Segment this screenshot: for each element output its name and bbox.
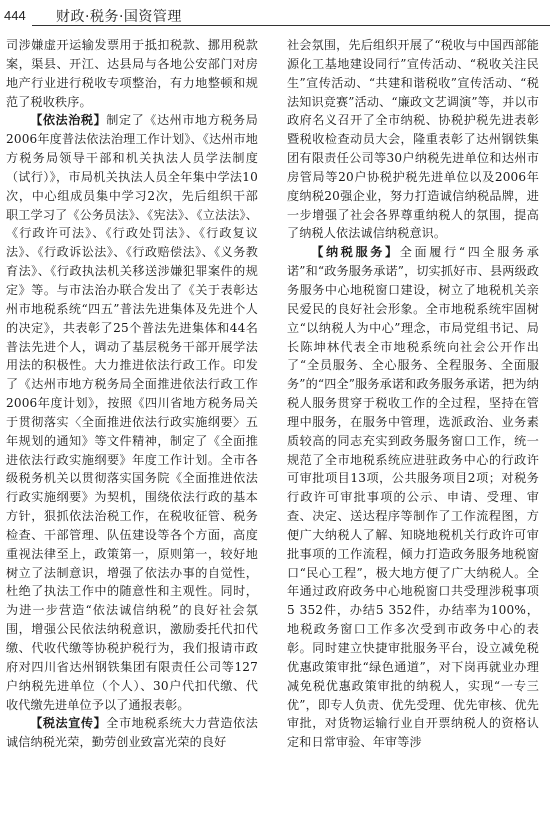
page-number: 444 bbox=[4, 8, 26, 23]
paragraph-continued: 司涉嫌虚开运输发票用于抵扣税款、挪用税款案，渠县、开江、达县局与各地公安部门对房地产行业进行税收专项整治，有力地整顿和规范了税收秩序。 bbox=[6, 38, 258, 109]
left-column bbox=[6, 36, 258, 832]
right-column bbox=[287, 36, 539, 832]
paragraph-body: 全面履行“四全服务承诺”和“政务服务承诺”，切实抓好市、县两级政务服务中心地税窗口建设，树立了地税机关亲民爱民的良好社会形象。全市地税系统牢固树立“以纳税人为中心”理念，市局党组书记、局长陈坤林代表全市地税系统向社会公开作出了“全员服务、全心服务、全程服务、全面服务”的“四全”服务承诺和政务服务承诺，把为纳税人服务贯穿于税收工作的全过程，坚持在管理中服务，在服务中管理，选派政治、业务素质较高的同志充实到政务服务窗口工作，统一规范了全市地税系统应进驻政务中心的行政许可审批项目13项，公共服务项目2项；对税务行政许可审批事项的公示、申请、受理、审查、决定、送达程序等制作了工作流程图，方便广大纳税人了解、知晓地税机关行政许可审批事项的工作流程，倾力打造政务服务地税窗口“民心工程”，极大地方便了广大纳税人。全年通过政府政务中心地税窗口共受理涉税事项5 352件，办结5 352件，办结率为100%，地税政务窗口工作多次受到市政务中心的表彰。同时建立快捷审批服务平台，设立减免税优惠政策审批“绿色通道”，对下岗再就业办理减免税优惠政策审批的纳税人，实现“一专三优”，即专人负责、优先受理、优先审核、优先审批，对货物运输行业自开票纳税人的资格认定和日常审验、年审等涉 bbox=[287, 245, 539, 750]
paragraph-body: 制定了《达州市地方税务局2006年度普法依法治理工作计划》、《达州市地方税务局领导干部和机关执法人员学法制度（试行）》，市局机关执法人员全年集中学法10次，中心组成员集中学习2次，先后组织干部职工学习了《公务员法》、《宪法》、《立法法》、《行政许可法》、《行政处罚法》、《行政复议法》、《行政诉讼法》、《行政赔偿法》、《义务教育法》、《行政执法机关移送涉嫌犯罪案件的规定》等。与市法治办联合发出了《关于表彰达州市地税系统“四五”普法先进集体及先进个人的决定》，共表彰了25个普法先进集体和44名普法先进个人，调动了基层税务干部开展学法用法的积极性。大力推进依法行政工作。印发了《达州市地方税务局全面推进依法行政工作2006年度计划》，按照《四川省地方税务局关于贯彻落实〈全面推进依法行政实施纲要〉五年规划的通知》等文件精神，制定了《全面推进依法行政实施纲要》年度工作计划。全市各级税务机关以贯彻落实国务院《全面推进依法行政实施纲要》为契机，围绕依法行政的基本方针，狠抓依法治税工作，在税收征管、税务检查、干部管理、队伍建设等各个方面，高度重视法律至上，政策第一，原则第一，较好地树立了法制意识，增强了依法办事的自觉性，杜绝了执法工作中的随意性和主观性。同时，为进一步营造“依法诚信纳税”的良好社会氛围，增强公民依法纳税意识，激励委托代扣代缴、代收代缴等协税护税行为，我们报请市政府对四川省达州钢铁集团有限责任公司等127户纳税先进单位（个人）、30户代扣代缴、代收代缴先进单位予以了通报表彰。 bbox=[6, 113, 258, 712]
paragraph-body: 全市地税系统大力营造依法诚信纳税光荣，勤劳创业致富光荣的良好 bbox=[6, 716, 258, 750]
paragraph-continued: 社会氛围，先后组织开展了“税收与中国西部能源化工基地建设同行”宣传活动、“税收关注民生”宣传活动、“共建和谐税收”宣传活动、“税法知识竞赛”活动、“廉政文艺调演”等，并以市政府名义召开了全市纳税、协税护税先进表彰暨税收检查动员大会，隆重表彰了达州钢铁集团有限责任公司等30户纳税先进单位和达州市房管局等20户协税护税先进单位以及2006年度纳税20强企业，努力打造诚信纳税品牌，进一步增强了社会各界尊重纳税人的氛围，提高了纳税人依法诚信纳税意识。 bbox=[287, 38, 539, 241]
section-heading-tax-law-publicity: 【税法宣传】 bbox=[30, 716, 107, 731]
section-title: 财政·税务·国资管理 bbox=[56, 9, 182, 25]
running-header bbox=[0, 0, 550, 30]
paragraph-taxpayer-service bbox=[287, 243, 539, 752]
header-rule bbox=[32, 25, 550, 26]
section-heading-taxpayer-service: 【纳税服务】 bbox=[311, 245, 400, 260]
section-heading-legal-governance: 【依法治税】 bbox=[30, 113, 107, 128]
paragraph-tax-law-publicity bbox=[6, 714, 258, 752]
paragraph-legal-governance bbox=[6, 111, 258, 714]
